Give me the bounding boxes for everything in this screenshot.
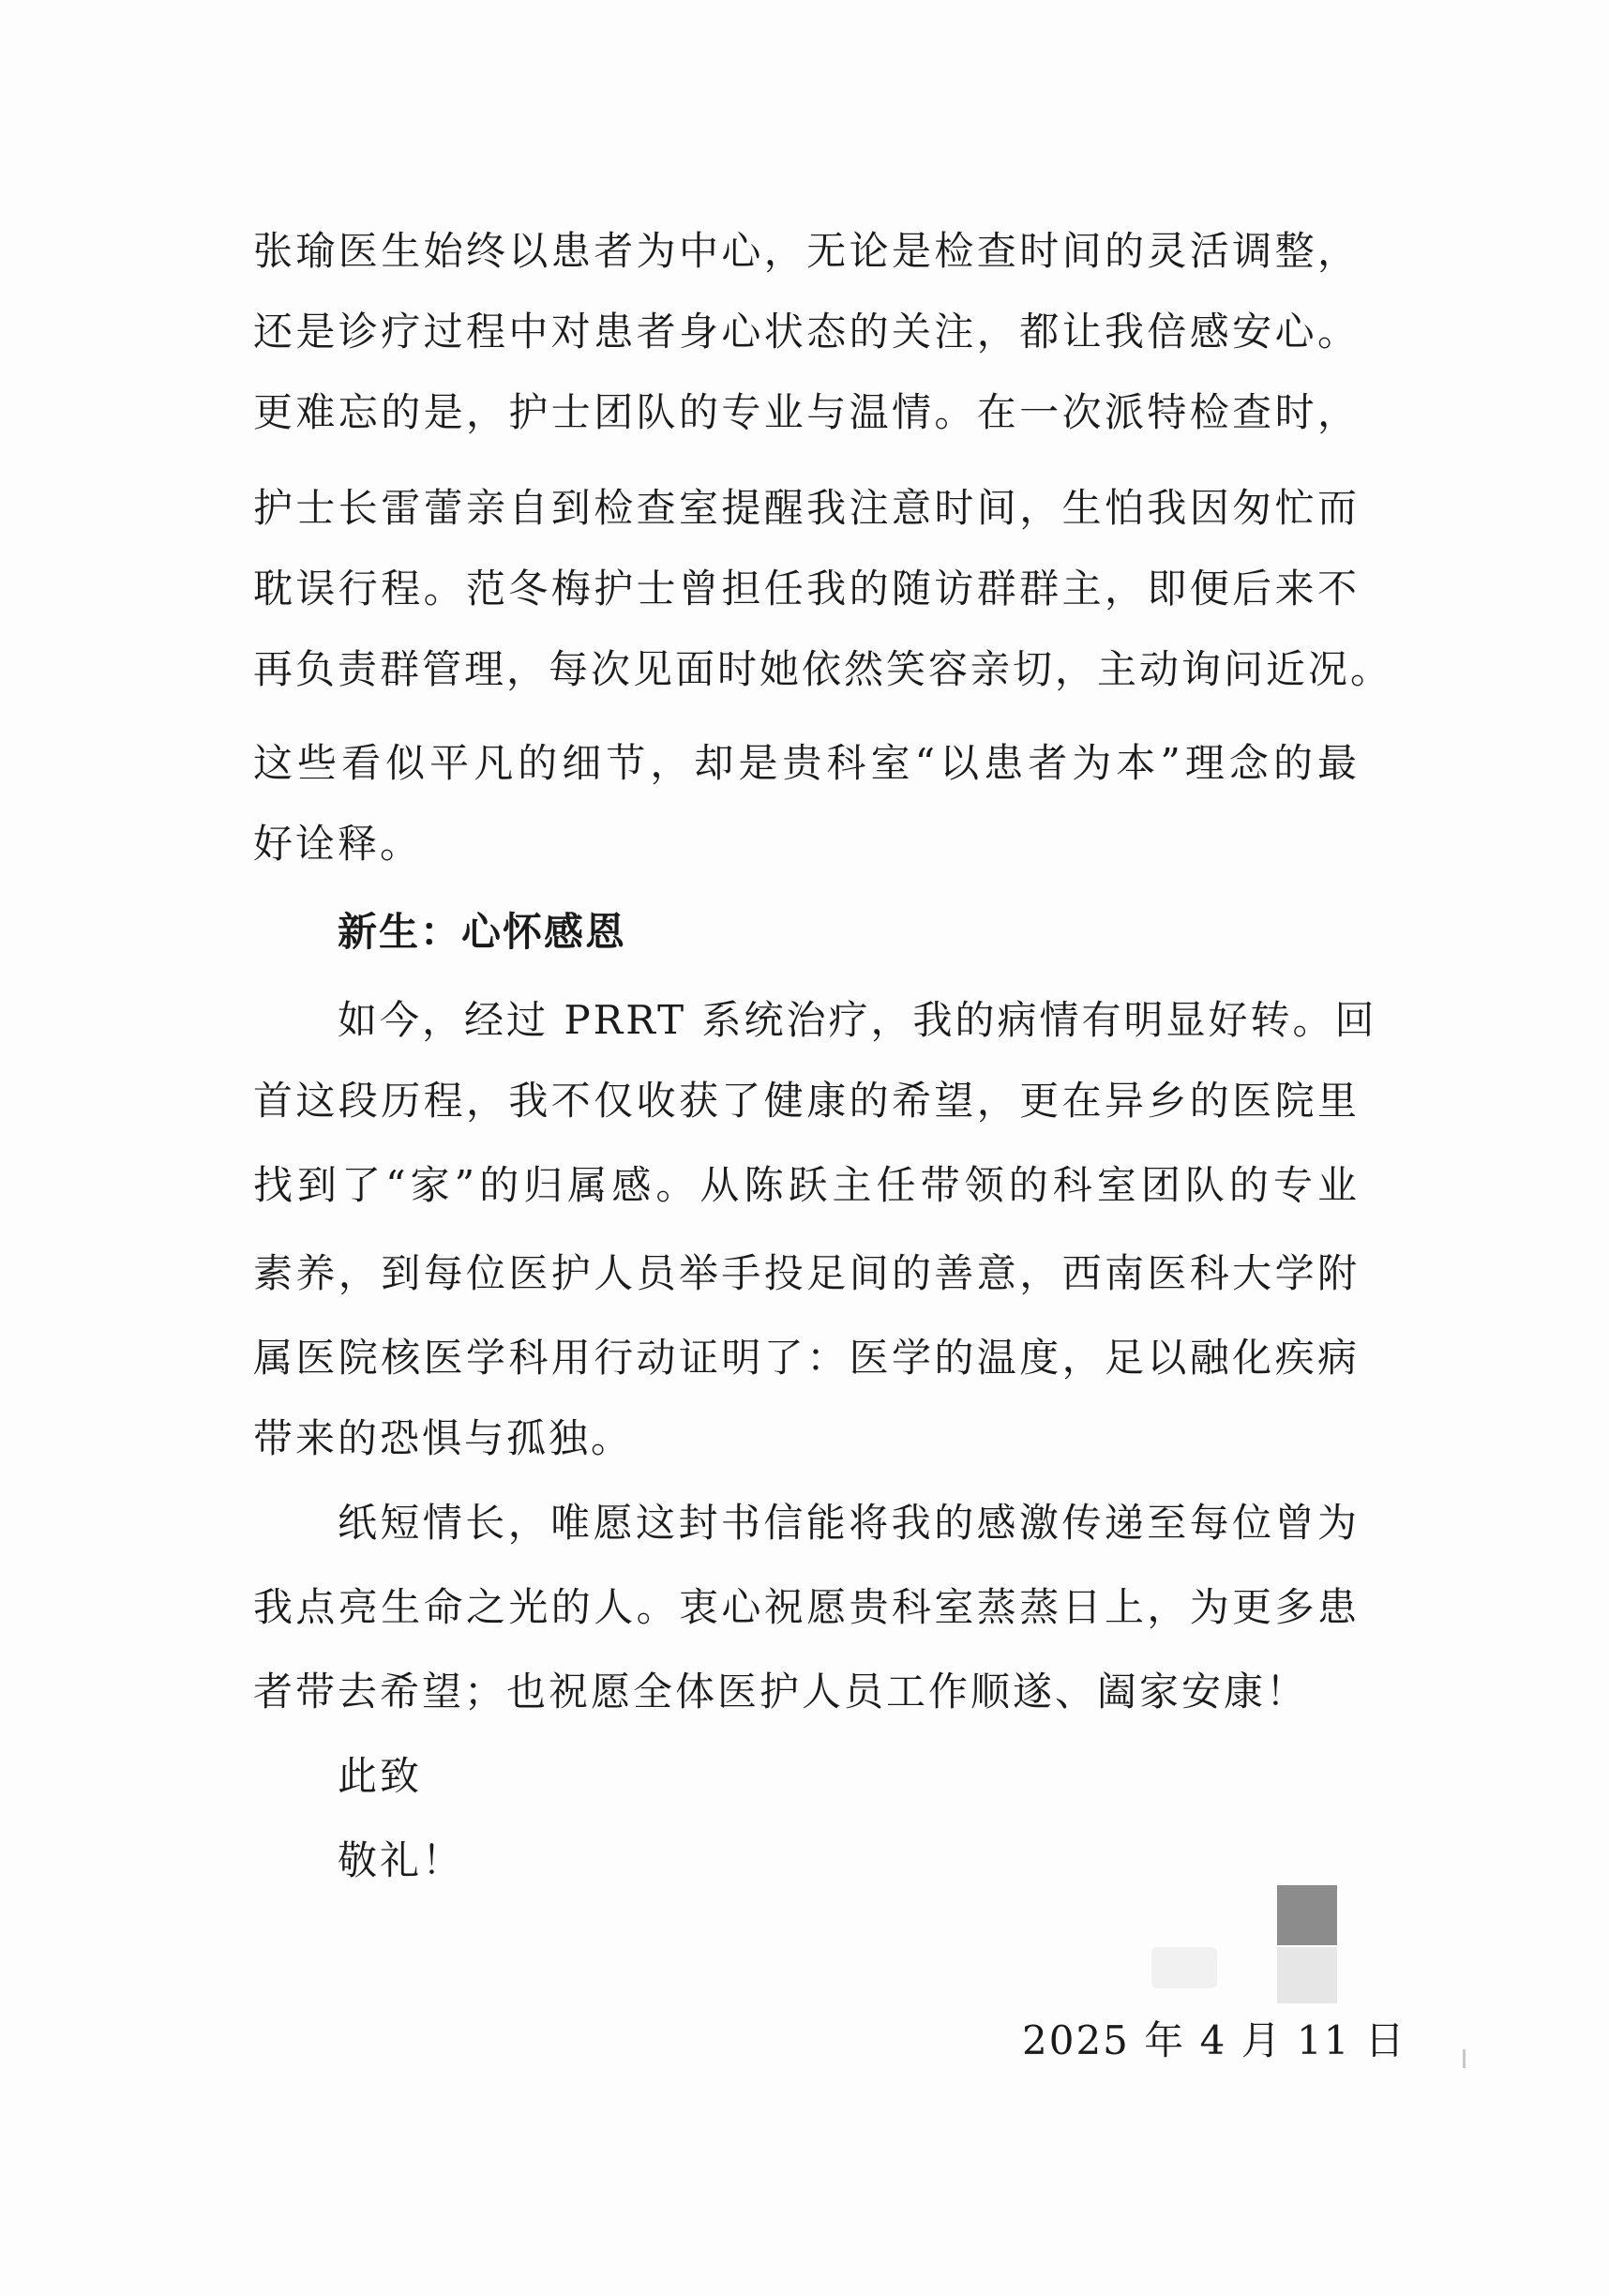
body-line: 耽误行程。范冬梅护士曾担任我的随访群群主，即便后来不 — [253, 566, 1360, 612]
redacted-signature — [1277, 1885, 1337, 1945]
redaction-smudge — [1151, 1947, 1217, 1988]
body-line: 找到了“家”的归属感。从陈跃主任带领的科室团队的专业 — [253, 1162, 1360, 1208]
body-line: 这些看似平凡的细节，却是贵科室“以患者为本”理念的最 — [253, 740, 1360, 786]
closing-regards: 敬礼！ — [338, 1837, 465, 1883]
body-line: 张瑜医生始终以患者为中心，无论是检查时间的灵活调整， — [253, 228, 1360, 274]
closing-salutation: 此致 — [338, 1753, 423, 1799]
body-line: 者带去希望；也祝愿全体医护人员工作顺遂、阖家安康！ — [253, 1669, 1309, 1714]
body-line: 我点亮生命之光的人。衷心祝愿贵科室蒸蒸日上，为更多患 — [253, 1584, 1360, 1630]
body-line: 护士长雷蕾亲自到检查室提醒我注意时间，生怕我因匆忙而 — [253, 485, 1360, 531]
scan-mark — [1463, 2049, 1466, 2068]
body-line: 好诠释。 — [253, 821, 423, 867]
body-line: 素养，到每位医护人员举手投足间的善意，西南医科大学附 — [253, 1250, 1360, 1296]
body-line: 更难忘的是，护士团队的专业与温情。在一次派特检查时， — [253, 389, 1360, 435]
body-line: 属医院核医学科用行动证明了：医学的温度，足以融化疾病 — [253, 1335, 1360, 1381]
body-line: 再负责群管理，每次见面时她依然笑容亲切，主动询问近况。 — [253, 646, 1393, 692]
body-line: 还是诊疗过程中对患者身心状态的关注，都让我倍感安心。 — [253, 309, 1360, 355]
body-line: 首这段历程，我不仅收获了健康的希望，更在异乡的医院里 — [253, 1078, 1360, 1124]
body-line: 带来的恐惧与孤独。 — [253, 1415, 634, 1461]
redacted-signature-lower — [1277, 1947, 1337, 2003]
letter-date: 2025 年 4 月 11 日 — [1022, 2017, 1406, 2063]
body-line: 纸短情长，唯愿这封书信能将我的感激传递至每位曾为 — [338, 1500, 1360, 1546]
body-line: 如今，经过 PRRT 系统治疗，我的病情有明显好转。回 — [338, 997, 1377, 1043]
section-heading: 新生：心怀感恩 — [338, 909, 627, 955]
